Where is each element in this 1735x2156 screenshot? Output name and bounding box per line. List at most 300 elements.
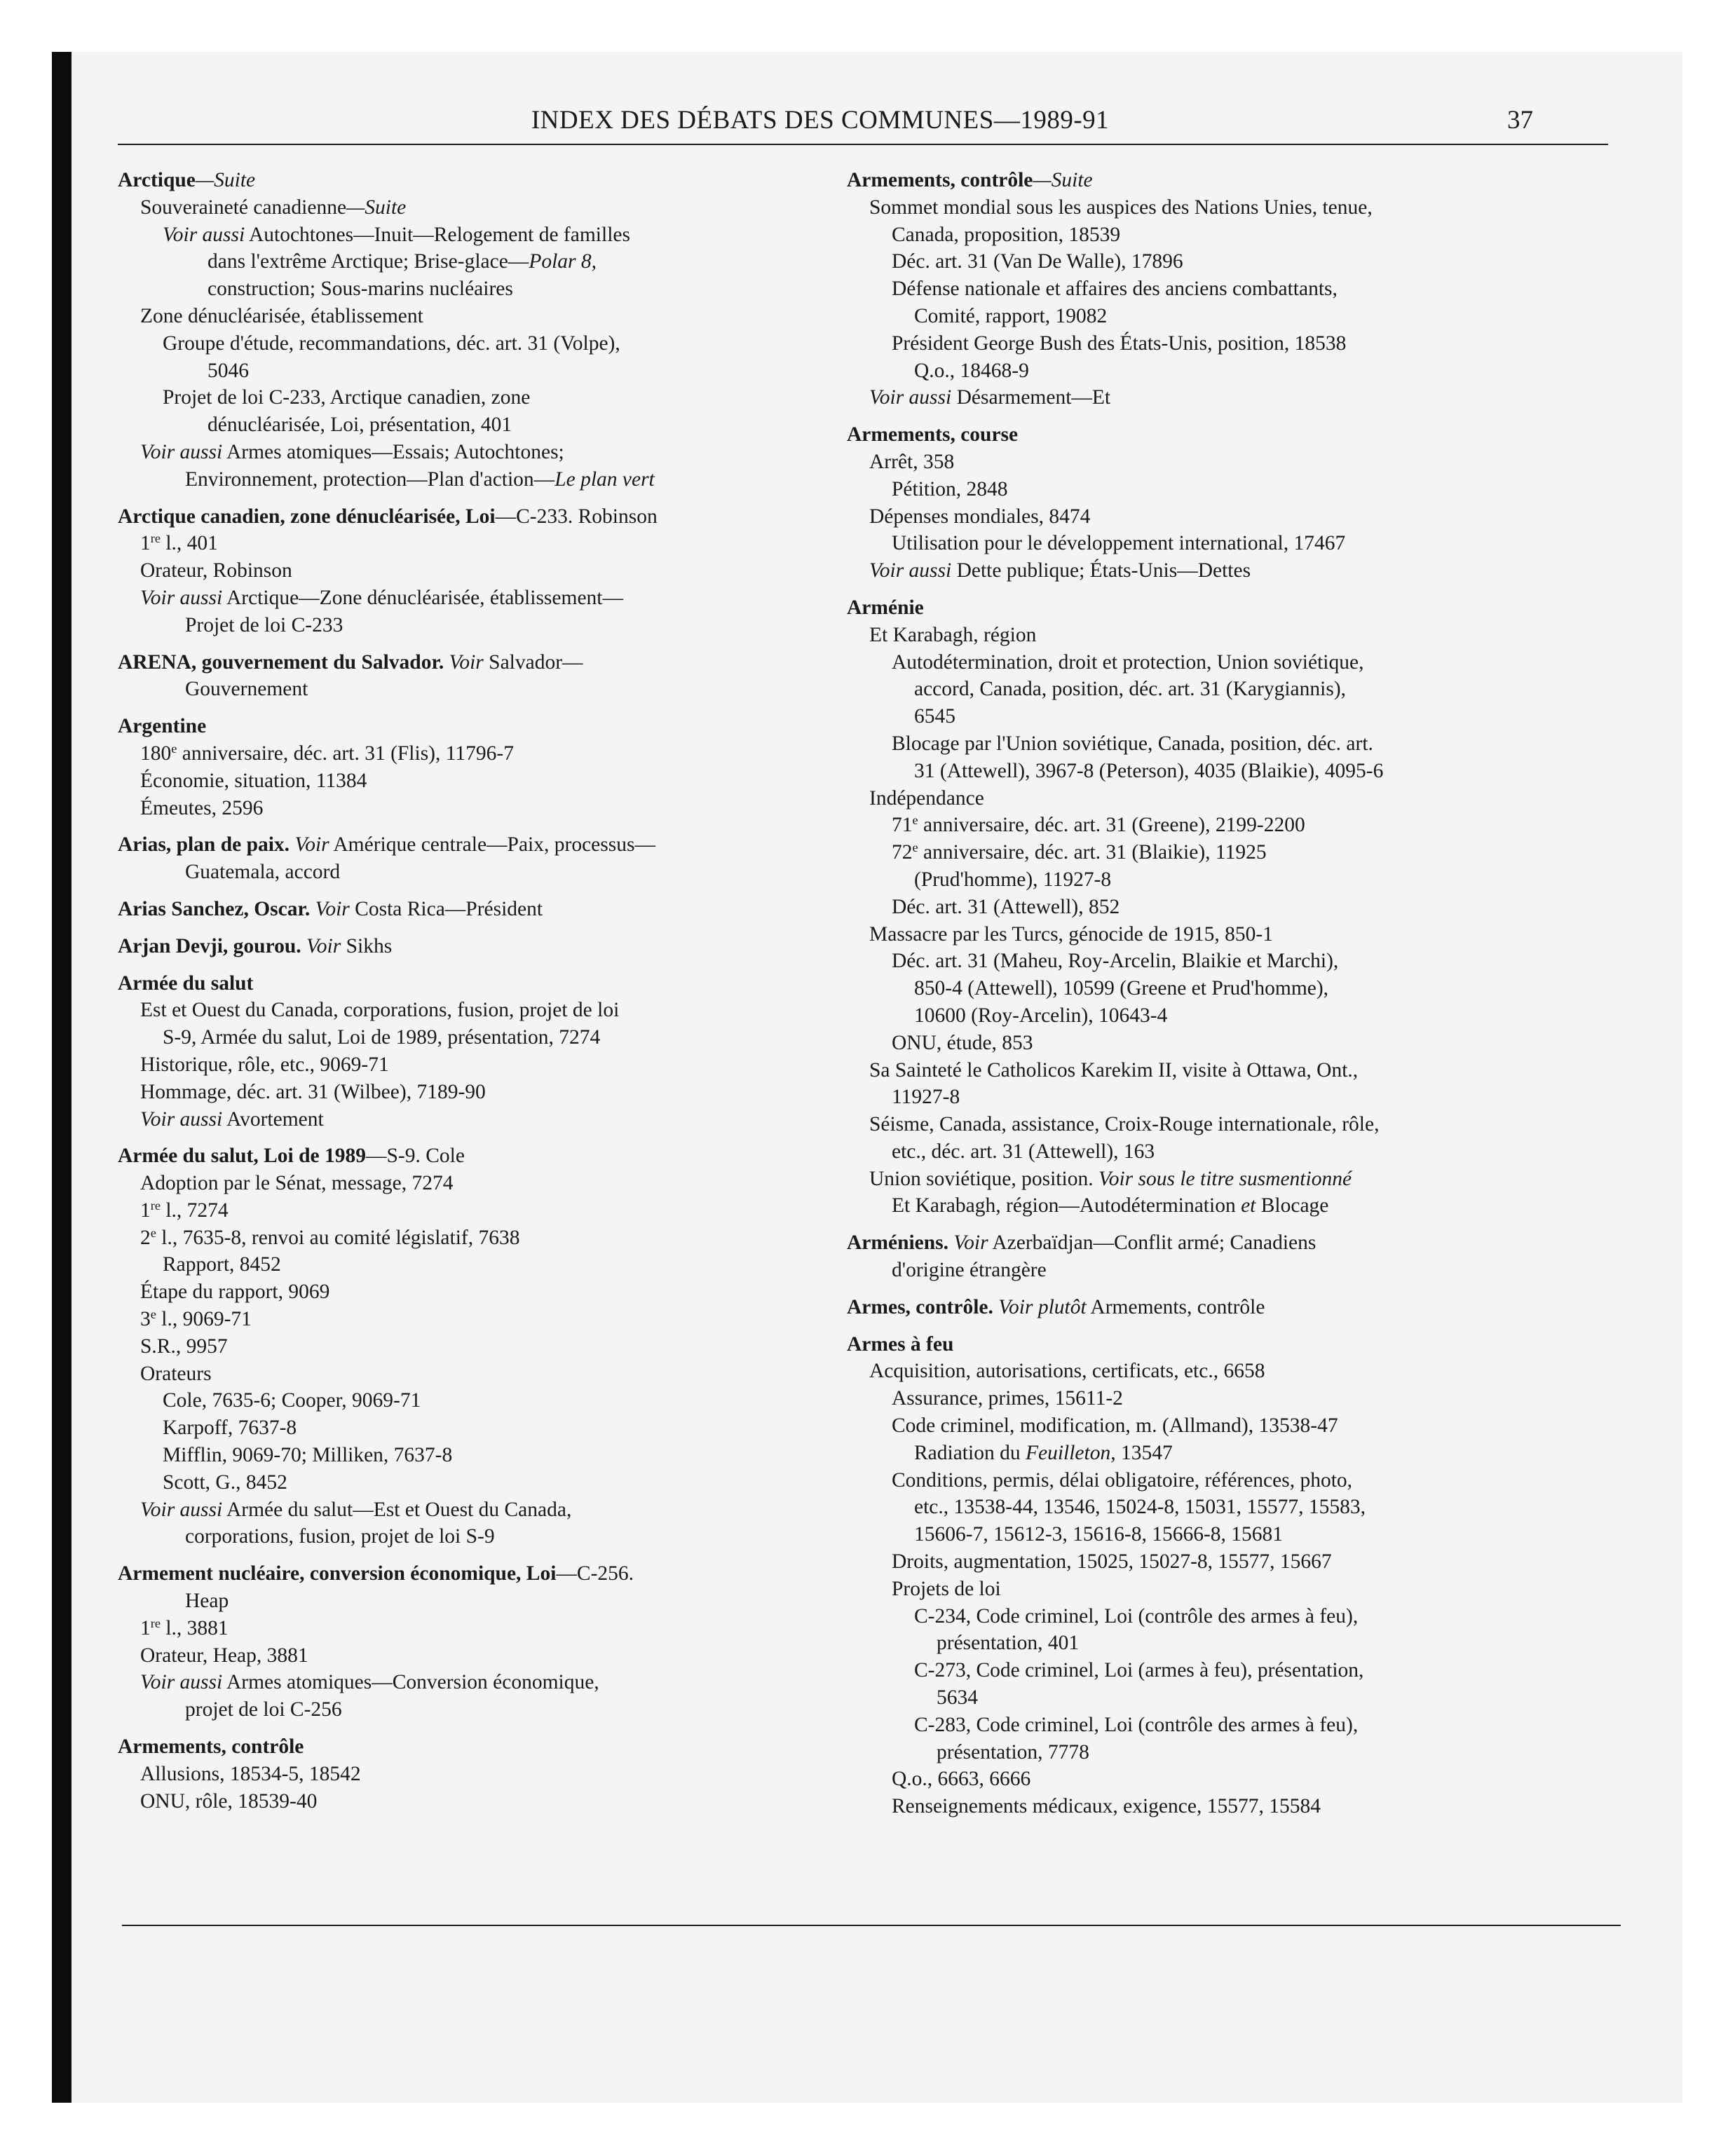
left-column (118, 167, 819, 1824)
entry-heading: Armements, contrôle (118, 1735, 304, 1759)
index-entry (118, 167, 819, 493)
entry-subline (118, 194, 819, 221)
entry-subline (847, 812, 1618, 839)
entry-subline (118, 740, 819, 767)
entry-text: C-273, Code criminel, Loi (armes à feu), présentation, (914, 1659, 1364, 1682)
cross-reference-label: —Suite (346, 196, 407, 219)
entry-text: 11927-8 (892, 1086, 960, 1109)
cross-reference-label: Voir aussi (163, 223, 245, 246)
entry-heading: Armes, contrôle. (847, 1295, 993, 1318)
cross-reference-label: Voir aussi (140, 440, 223, 463)
entry-heading: Arjan Devji, gourou. (118, 934, 301, 957)
entry-subline (847, 557, 1618, 585)
entry-subline (118, 997, 819, 1024)
entry-heading: Armée du salut (118, 971, 254, 995)
entry-subline (118, 330, 819, 357)
index-entry (847, 594, 1618, 1220)
entry-heading-line (847, 1229, 1618, 1257)
entry-text: Dette publique; États-Unis—Dettes (951, 559, 1251, 582)
entry-text: (Prud'homme), 11927-8 (914, 868, 1112, 891)
entry-subline (118, 1360, 819, 1388)
entry-text: Président George Bush des États-Unis, position, 18538 (892, 332, 1347, 355)
entry-text: ONU, étude, 853 (892, 1031, 1033, 1054)
entry-heading-line (118, 649, 819, 676)
entry-text: etc., 13538-44, 13546, 15024-8, 15031, 15577, 15583, (914, 1496, 1366, 1519)
entry-heading-line (118, 1560, 819, 1588)
entry-heading: Arias, plan de paix. (118, 833, 290, 857)
entry-text: Est et Ouest du Canada, corporations, fusion, projet de loi (140, 999, 620, 1022)
entry-subline (118, 1333, 819, 1360)
entry-text: Étape du rapport, 9069 (140, 1281, 330, 1304)
entry-heading-line (118, 970, 819, 997)
entry-subline (847, 357, 1618, 385)
cross-reference-label: Voir (294, 833, 329, 857)
index-entry (847, 1294, 1618, 1321)
entry-heading: Armements, course (847, 423, 1019, 446)
entry-subline (847, 1793, 1618, 1820)
entry-heading: ARENA, gouvernement du Salvador. (118, 650, 444, 674)
cross-reference-label: Voir (953, 1231, 988, 1255)
index-entry (847, 1331, 1618, 1820)
entry-subline (847, 1603, 1618, 1630)
entry-text: Sommet mondial sous les auspices des Nations Unies, tenue, (869, 196, 1373, 219)
entry-text: Azerbaïdjan—Conflit armé; Canadiens (988, 1231, 1316, 1255)
entry-text: Avortement (222, 1107, 324, 1131)
entry-text: 2 (140, 1226, 151, 1249)
cross-reference-label: Voir plutôt (998, 1295, 1087, 1318)
entry-text: e (912, 813, 918, 828)
entry-text: ONU, rôle, 18539-40 (140, 1789, 318, 1813)
entry-text: projet de loi C-256 (185, 1698, 342, 1721)
index-entry (847, 167, 1618, 411)
entry-heading-line (118, 167, 819, 194)
cross-reference-label: Voir (306, 934, 341, 957)
entry-subline (118, 357, 819, 385)
entry-text: Déc. art. 31 (Attewell), 852 (892, 895, 1120, 918)
entry-heading: Arctique canadien, zone dénucléarisée, Loi (118, 505, 496, 528)
entry-text: Heap (185, 1590, 229, 1613)
entry-text: 6545 (914, 705, 955, 728)
entry-subline (118, 1442, 819, 1469)
entry-subline (847, 530, 1618, 557)
entry-text: Orateur, Robinson (140, 559, 292, 582)
entry-text: 180 (140, 742, 172, 765)
entry-subline (118, 1642, 819, 1670)
entry-subline (118, 1024, 819, 1051)
entry-subline (847, 894, 1618, 921)
entry-heading: Armement nucléaire, conversion économique, Loi (118, 1562, 557, 1585)
entry-subline (847, 948, 1618, 975)
entry-subline (118, 1224, 819, 1252)
entry-text: Dépenses mondiales, 8474 (869, 505, 1091, 528)
entry-subline (118, 1761, 819, 1788)
scan-edge-bar (52, 52, 72, 2103)
entry-subline (847, 1440, 1618, 1467)
entry-text: 71 (892, 814, 913, 837)
entry-heading: Arias Sanchez, Oscar. (118, 897, 311, 920)
cross-reference-label: Voir (449, 650, 484, 674)
entry-text: Armements, contrôle (1086, 1295, 1265, 1318)
entry-subline (847, 248, 1618, 275)
entry-text: anniversaire, déc. art. 31 (Greene), 2199-2200 (918, 814, 1305, 837)
entry-text: présentation, 401 (937, 1632, 1080, 1655)
entry-text: re (150, 1616, 161, 1630)
entry-heading-line (847, 1294, 1618, 1321)
entry-subline (847, 1002, 1618, 1030)
entry-subline (118, 859, 819, 886)
entry-heading: Arctique (118, 169, 196, 191)
index-entry (118, 970, 819, 1133)
entry-subline (847, 503, 1618, 531)
entry-text: Sa Sainteté le Catholicos Karekim II, visite à Ottawa, Ont., (869, 1058, 1359, 1082)
entry-subline (118, 1197, 819, 1224)
entry-text: l., 7635-8, renvoi au comité législatif, 7638 (156, 1226, 520, 1249)
entry-subline (847, 1657, 1618, 1684)
entry-text: Acquisition, autorisations, certificats, etc., 6658 (869, 1360, 1265, 1383)
entry-text: —C-233. Robinson (495, 505, 658, 528)
entry-text: 1 (140, 1199, 151, 1222)
entry-heading-line (118, 1142, 819, 1170)
index-entry (118, 831, 819, 886)
entry-text: e (912, 840, 918, 855)
entry-text: e (171, 741, 177, 756)
entry-text: 850-4 (Attewell), 10599 (Greene et Prud'homme), (914, 977, 1329, 1000)
entry-text: dénucléarisée, Loi, présentation, 401 (207, 414, 512, 437)
entry-text: présentation, 7778 (937, 1740, 1089, 1763)
index-entry (118, 933, 819, 960)
entry-text: 5046 (207, 359, 249, 382)
entry-subline (847, 866, 1618, 894)
entry-text: 13547 (1115, 1441, 1173, 1464)
entry-text: Armes atomiques—Conversion économique, (222, 1671, 599, 1694)
entry-text: Allusions, 18534-5, 18542 (140, 1762, 361, 1785)
entry-subline (118, 612, 819, 639)
entry-text: Et Karabagh, région—Autodétermination (892, 1194, 1241, 1217)
right-column (847, 167, 1618, 1830)
entry-subline (118, 676, 819, 703)
entry-text: 1 (140, 532, 151, 555)
entry-heading-line (118, 933, 819, 960)
entry-subline (118, 767, 819, 795)
entry-text: Sikhs (341, 934, 393, 957)
entry-text: 1 (140, 1616, 151, 1639)
cross-reference-label: —Suite (195, 169, 256, 191)
entry-subline (118, 1615, 819, 1642)
entry-subline (118, 1251, 819, 1278)
entry-text: Arrêt, 358 (869, 450, 955, 473)
entry-subline (118, 1696, 819, 1724)
index-entry (118, 713, 819, 821)
entry-text: Rapport, 8452 (163, 1253, 281, 1276)
entry-heading-line (847, 421, 1618, 449)
entry-subline (847, 330, 1618, 357)
entry-heading: Argentine (118, 715, 207, 738)
entry-subline (847, 476, 1618, 503)
entry-text: re (150, 531, 161, 546)
index-entry (118, 1142, 819, 1550)
entry-text: Et Karabagh, région (869, 623, 1037, 646)
entry-text: l., 401 (160, 532, 218, 555)
entry-subline (847, 1111, 1618, 1138)
entry-text: Utilisation pour le développement international, 17467 (892, 532, 1346, 555)
entry-heading-line (847, 1331, 1618, 1358)
entry-subline (847, 730, 1618, 758)
entry-subline (847, 622, 1618, 649)
entry-subline (118, 303, 819, 330)
index-entry (847, 421, 1618, 585)
index-entry (118, 649, 819, 704)
entry-text: d'origine étrangère (892, 1259, 1047, 1282)
entry-subline (847, 1576, 1618, 1603)
entry-subline (847, 1739, 1618, 1766)
entry-subline (847, 1084, 1618, 1111)
entry-text: Armes atomiques—Essais; Autochtones; (222, 440, 564, 463)
entry-text: Blocage par l'Union soviétique, Canada, position, déc. art. (892, 732, 1373, 755)
entry-heading-line (118, 1733, 819, 1761)
entry-subline (118, 411, 819, 439)
entry-subline (118, 1278, 819, 1306)
entry-text: Désarmement—Et (951, 386, 1111, 409)
entry-subline (847, 1385, 1618, 1412)
entry-text: Environnement, protection—Plan d'action— (185, 468, 555, 491)
entry-text: Q.o., 6663, 6666 (892, 1768, 1031, 1791)
entry-text: Mifflin, 9069-70; Milliken, 7637-8 (163, 1444, 453, 1467)
entry-text: e (150, 1225, 156, 1240)
entry-text: Assurance, primes, 15611-2 (892, 1387, 1123, 1410)
entry-text: etc., déc. art. 31 (Attewell), 163 (892, 1140, 1155, 1163)
entry-text: dans l'extrême Arctique; Brise-glace— (207, 250, 529, 273)
entry-text: 5634 (937, 1686, 978, 1710)
entry-text: 15606-7, 15612-3, 15616-8, 15666-8, 15681 (914, 1523, 1284, 1546)
page-title: INDEX DES DÉBATS DES COMMUNES—1989-91 (531, 106, 1110, 135)
entry-heading: Arméniens. (847, 1231, 949, 1255)
entry-subline (847, 1358, 1618, 1385)
entry-text: Radiation du (914, 1441, 1026, 1464)
entry-subline (847, 1766, 1618, 1793)
entry-text: Cole, 7635-6; Cooper, 9069-71 (163, 1389, 421, 1412)
entry-subline (847, 975, 1618, 1002)
entry-text: Amérique centrale—Paix, processus— (329, 833, 655, 857)
entry-subline (118, 221, 819, 249)
cross-reference-label: Voir (315, 897, 350, 920)
index-entry (118, 1733, 819, 1815)
cross-reference-label: Voir aussi (140, 1671, 223, 1694)
entry-subline (847, 1030, 1618, 1057)
entry-subline (847, 649, 1618, 676)
entry-subline (847, 1684, 1618, 1712)
entry-subline (118, 1669, 819, 1696)
entry-text: 72 (892, 841, 913, 864)
entry-subline (847, 384, 1618, 411)
entry-text: Droits, augmentation, 15025, 15027-8, 15577, 15667 (892, 1550, 1332, 1574)
entry-subline (847, 1712, 1618, 1739)
entry-text: Canada, proposition, 18539 (892, 223, 1121, 246)
entry-text: l., 3881 (160, 1616, 229, 1639)
entry-subline (847, 275, 1618, 303)
entry-text: Salvador— (483, 650, 583, 674)
entry-text: Projets de loi (892, 1577, 1001, 1600)
entry-text: S.R., 9957 (140, 1335, 228, 1358)
cross-reference-label: Voir aussi (140, 1498, 223, 1521)
cross-reference-label: Le plan vert (554, 468, 655, 491)
footer-rule (122, 1925, 1621, 1926)
entry-text: Guatemala, accord (185, 861, 341, 884)
entry-subline (847, 758, 1618, 785)
entry-text: —S-9. Cole (366, 1145, 465, 1168)
entry-text: —C-256. (556, 1562, 634, 1585)
entry-text: Souveraineté canadienne (140, 196, 347, 219)
entry-text: Q.o., 18468-9 (914, 359, 1029, 382)
entry-subline (118, 795, 819, 822)
entry-heading: Arménie (847, 596, 924, 619)
entry-text: corporations, fusion, projet de loi S-9 (185, 1525, 495, 1548)
entry-subline (847, 449, 1618, 476)
header-rule (118, 144, 1608, 145)
index-entry (847, 1229, 1618, 1284)
entry-subline (118, 1414, 819, 1442)
entry-heading-line (118, 503, 819, 531)
entry-subline (118, 384, 819, 411)
entry-text: Gouvernement (185, 678, 308, 701)
entry-subline (847, 1630, 1618, 1657)
index-entry (118, 1560, 819, 1724)
entry-subline (847, 1138, 1618, 1166)
entry-subline (847, 1521, 1618, 1548)
cross-reference-label: Feuilleton, (1025, 1441, 1116, 1464)
entry-subline (118, 585, 819, 612)
entry-text: Projet de loi C-233 (185, 613, 343, 636)
cross-reference-label: —Suite (1033, 169, 1093, 191)
page-number: 37 (1507, 106, 1533, 135)
entry-subline (847, 921, 1618, 948)
entry-subline (118, 1106, 819, 1133)
cross-reference-label: Voir sous le titre susmentionné (1098, 1167, 1352, 1190)
entry-text: Séisme, Canada, assistance, Croix-Rouge internationale, rôle, (869, 1113, 1380, 1136)
entry-text: Karpoff, 7637-8 (163, 1417, 297, 1440)
entry-text: accord, Canada, position, déc. art. 31 (Karygiannis), (914, 678, 1347, 701)
index-entry (118, 503, 819, 639)
entry-heading-line (847, 594, 1618, 622)
entry-text: Union soviétique, position. (869, 1167, 1098, 1190)
entry-subline (847, 1057, 1618, 1084)
entry-text: Autochtones—Inuit—Relogement de familles (245, 223, 630, 246)
entry-subline (118, 1469, 819, 1496)
cross-reference-label: Voir aussi (869, 386, 952, 409)
entry-subline (118, 248, 819, 275)
entry-subline (847, 1412, 1618, 1440)
entry-text: Adoption par le Sénat, message, 7274 (140, 1172, 454, 1195)
entry-text: 10600 (Roy-Arcelin), 10643-4 (914, 1004, 1168, 1027)
entry-text: Blocage (1256, 1194, 1329, 1217)
entry-text: Pétition, 2848 (892, 477, 1008, 500)
entry-text: Émeutes, 2596 (140, 796, 264, 819)
entry-subline (118, 1788, 819, 1815)
entry-subline (118, 1523, 819, 1550)
entry-text: l., 7274 (160, 1199, 229, 1222)
entry-text: C-234, Code criminel, Loi (contrôle des armes à feu), (914, 1604, 1359, 1628)
entry-subline (847, 676, 1618, 703)
entry-subline (118, 439, 819, 466)
entry-text: Hommage, déc. art. 31 (Wilbee), 7189-90 (140, 1080, 486, 1103)
entry-text: Orateurs (140, 1362, 212, 1385)
entry-text: 31 (Attewell), 3967-8 (Peterson), 4035 (Blaikie), 4095-6 (914, 759, 1384, 782)
entry-text: Zone dénucléarisée, établissement (140, 304, 423, 327)
entry-subline (847, 303, 1618, 330)
entry-subline (847, 785, 1618, 812)
entry-subline (118, 275, 819, 303)
cross-reference-label: et (1241, 1194, 1256, 1217)
entry-text: Code criminel, modification, m. (Allmand), 13538-47 (892, 1414, 1338, 1438)
entry-subline (847, 703, 1618, 730)
entry-text: Défense nationale et affaires des anciens combattants, (892, 278, 1338, 301)
entry-subline (118, 530, 819, 557)
cross-reference-label: Voir aussi (869, 559, 952, 582)
entry-subline (118, 1079, 819, 1106)
entry-subline (118, 1170, 819, 1197)
entry-heading: Armes à feu (847, 1332, 954, 1356)
entry-heading-line (118, 713, 819, 740)
entry-subline (847, 1166, 1618, 1193)
entry-text: Comité, rapport, 19082 (914, 304, 1108, 327)
entry-subline (847, 221, 1618, 249)
cross-reference-label: Voir aussi (140, 586, 223, 609)
entry-text: anniversaire, déc. art. 31 (Flis), 11796-7 (177, 742, 514, 765)
entry-text (444, 651, 449, 674)
entry-text: Historique, rôle, etc., 9069-71 (140, 1053, 389, 1076)
entry-heading-line (118, 831, 819, 859)
entry-text: C-283, Code criminel, Loi (contrôle des armes à feu), (914, 1713, 1359, 1736)
entry-text: Déc. art. 31 (Van De Walle), 17896 (892, 250, 1183, 273)
entry-subline (118, 1051, 819, 1079)
entry-text: Déc. art. 31 (Maheu, Roy-Arcelin, Blaikie et Marchi), (892, 950, 1339, 973)
entry-subline (847, 1192, 1618, 1220)
entry-subline (118, 1588, 819, 1615)
entry-subline (118, 1306, 819, 1333)
cross-reference-label: Voir aussi (140, 1107, 223, 1131)
entry-text: Autodétermination, droit et protection, Union soviétique, (892, 650, 1364, 674)
entry-heading: Armée du salut, Loi de 1989 (118, 1145, 366, 1168)
entry-text: Renseignements médicaux, exigence, 15577, 15584 (892, 1795, 1321, 1818)
entry-subline (118, 466, 819, 493)
cross-reference-label: Polar 8, (529, 250, 597, 273)
entry-heading: Armements, contrôle (847, 169, 1033, 191)
entry-text: Indépendance (869, 786, 984, 810)
entry-text: Groupe d'étude, recommandations, déc. art. 31 (Volpe), (163, 332, 620, 355)
index-entry (118, 896, 819, 923)
entry-text: Arctique—Zone dénucléarisée, établissement— (222, 586, 623, 609)
entry-text (301, 935, 306, 957)
entry-heading-line (847, 167, 1618, 194)
entry-subline (118, 1387, 819, 1414)
entry-subline (847, 1548, 1618, 1576)
entry-text: Massacre par les Turcs, génocide de 1915, 850-1 (869, 922, 1273, 946)
entry-subline (847, 194, 1618, 221)
entry-subline (118, 557, 819, 585)
entry-text: 3 (140, 1308, 151, 1331)
entry-text: anniversaire, déc. art. 31 (Blaikie), 11925 (918, 841, 1267, 864)
entry-text: Orateur, Heap, 3881 (140, 1644, 308, 1667)
entry-text: construction; Sous-marins nucléaires (207, 278, 513, 301)
entry-text (310, 898, 315, 920)
entry-text: re (150, 1198, 161, 1213)
entry-text: Armée du salut—Est et Ouest du Canada, (222, 1498, 572, 1521)
entry-text: l., 9069-71 (156, 1308, 252, 1331)
entry-subline (847, 1467, 1618, 1494)
entry-text: S-9, Armée du salut, Loi de 1989, présentation, 7274 (163, 1026, 601, 1049)
entry-text: Projet de loi C-233, Arctique canadien, zone (163, 386, 531, 409)
entry-subline (847, 1494, 1618, 1521)
entry-text: e (150, 1307, 156, 1322)
